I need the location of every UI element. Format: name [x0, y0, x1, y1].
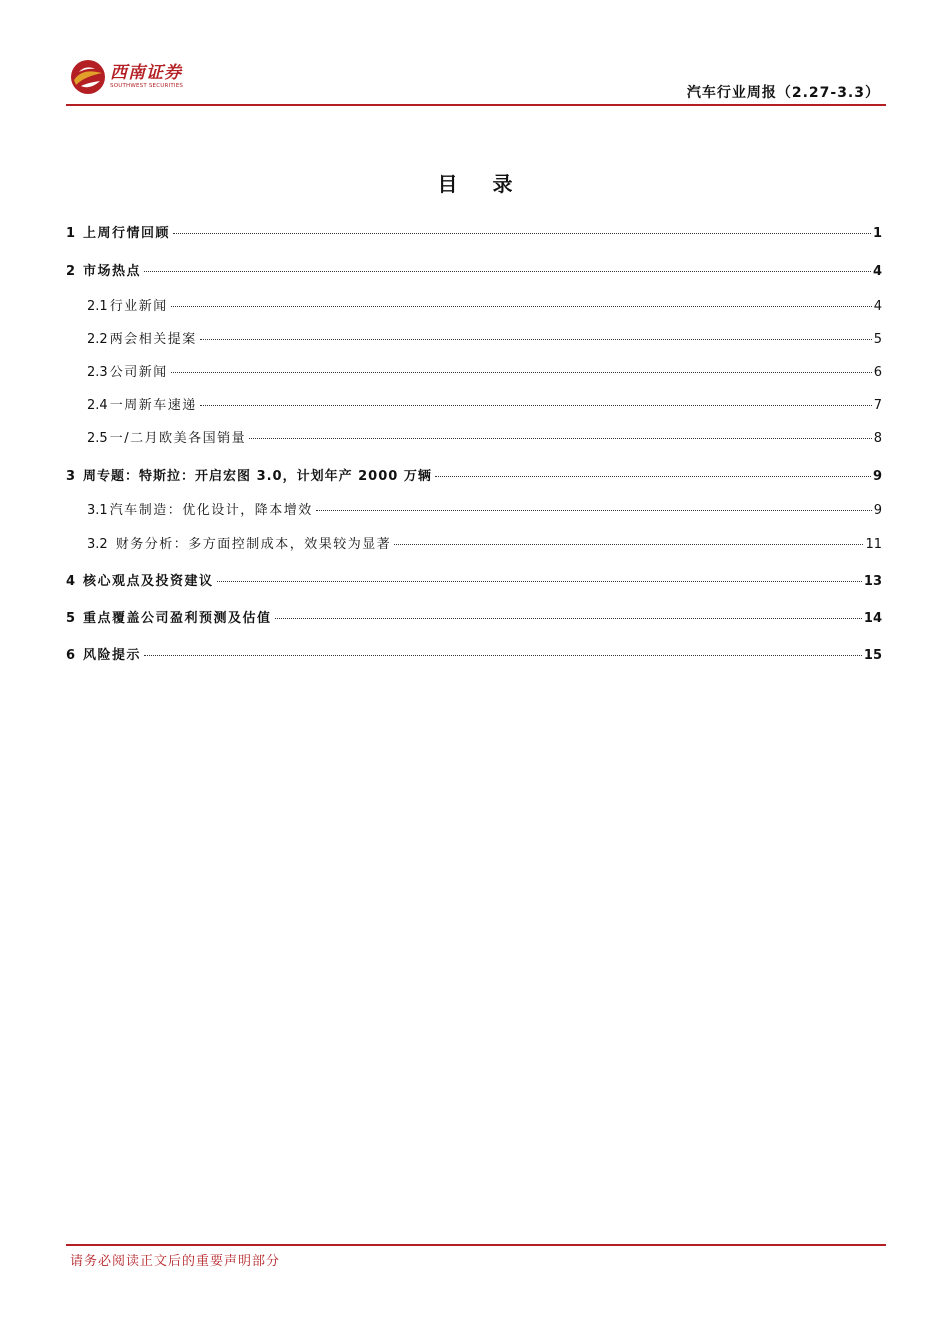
toc-entry-number: 3.2	[87, 537, 108, 552]
toc-entry-number: 2.2	[87, 332, 108, 347]
toc-entry-page: 14	[863, 611, 882, 626]
toc-entry-page: 8	[873, 431, 882, 446]
toc-entry-label: 公司新闻	[109, 365, 168, 380]
toc-dot-leader	[173, 233, 871, 234]
toc-dot-leader	[275, 618, 862, 619]
logo-chinese-name: 西南证券	[110, 63, 182, 83]
toc-entry[interactable]	[66, 328, 882, 350]
toc-entry-page: 6	[873, 365, 882, 380]
toc-entry-page: 13	[863, 574, 882, 589]
toc-entry[interactable]	[66, 361, 882, 383]
toc-entry-label: 财务分析：多方面控制成本，效果较为显著	[115, 537, 392, 552]
report-title: 汽车行业周报（2.27-3.3）	[686, 85, 880, 101]
toc-entry[interactable]	[66, 222, 882, 244]
toc-entry-label: 核心观点及投资建议	[83, 574, 214, 589]
footer-disclaimer: 请务必阅读正文后的重要声明部分	[70, 1254, 281, 1269]
toc-entry-label: 行业新闻	[109, 299, 168, 314]
toc-entry[interactable]	[66, 533, 882, 555]
toc-title: 目 录	[437, 172, 527, 196]
toc-entry[interactable]	[66, 394, 882, 416]
toc-entry-page: 15	[863, 648, 882, 663]
toc-entry-label: 一周新车速递	[109, 398, 197, 413]
toc-entry-label: 一/二月欧美各国销量	[109, 431, 247, 446]
toc-dot-leader	[171, 372, 872, 373]
toc-entry-label: 重点覆盖公司盈利预测及估值	[83, 611, 272, 626]
toc-entry[interactable]	[66, 499, 882, 521]
footer-divider	[66, 1244, 886, 1246]
toc-dot-leader	[249, 438, 872, 439]
toc-entry-label: 上周行情回顾	[83, 226, 171, 241]
toc-dot-leader	[200, 405, 872, 406]
toc-dot-leader	[200, 339, 872, 340]
toc-entry-number: 5	[66, 611, 76, 626]
logo-emblem-icon	[70, 59, 106, 95]
toc-entry[interactable]	[66, 607, 882, 629]
toc-entry-number: 2.5	[87, 431, 108, 446]
logo-english-name: SOUTHWEST SECURITIES	[110, 83, 184, 89]
toc-entry-number: 6	[66, 648, 76, 663]
toc-entry-page: 9	[873, 503, 882, 518]
toc-dot-leader	[171, 306, 872, 307]
toc-entry[interactable]	[66, 295, 882, 317]
toc-entry[interactable]	[66, 465, 882, 487]
toc-entry-page: 11	[865, 537, 882, 552]
toc-entry-number: 3	[66, 469, 76, 484]
toc-dot-leader	[217, 581, 862, 582]
toc-dot-leader	[394, 544, 863, 545]
header-divider	[66, 104, 886, 106]
toc-entry-page: 1	[872, 226, 882, 241]
toc-entry-label: 两会相关提案	[109, 332, 197, 347]
toc-entry[interactable]	[66, 260, 882, 282]
toc-entry-number: 1	[66, 226, 76, 241]
toc-entry-page: 7	[873, 398, 882, 413]
toc-entry-page: 9	[872, 469, 882, 484]
toc-entry-page: 4	[872, 264, 882, 279]
toc-entry-label: 风险提示	[83, 648, 142, 663]
toc-entry-label: 周专题：特斯拉：开启宏图 3.0，计划年产 2000 万辆	[83, 469, 432, 484]
toc-entry[interactable]	[66, 644, 882, 666]
toc-entry-label: 汽车制造：优化设计，降本增效	[109, 503, 313, 518]
toc-entry-number: 2.4	[87, 398, 108, 413]
toc-dot-leader	[435, 476, 871, 477]
page-header	[66, 56, 886, 106]
toc-entry[interactable]	[66, 570, 882, 592]
toc-entry-number: 2	[66, 264, 76, 279]
toc-entry-number: 4	[66, 574, 76, 589]
toc-dot-leader	[144, 271, 871, 272]
toc-entry-page: 4	[873, 299, 882, 314]
toc-dot-leader	[144, 655, 862, 656]
toc-dot-leader	[316, 510, 872, 511]
company-logo	[70, 58, 183, 96]
toc-entry-number: 3.1	[87, 503, 108, 518]
toc-entry-number: 2.3	[87, 365, 108, 380]
toc-entry-page: 5	[873, 332, 882, 347]
toc-entry-label: 市场热点	[83, 264, 142, 279]
toc-entry-number: 2.1	[87, 299, 108, 314]
toc-entry[interactable]	[66, 427, 882, 449]
